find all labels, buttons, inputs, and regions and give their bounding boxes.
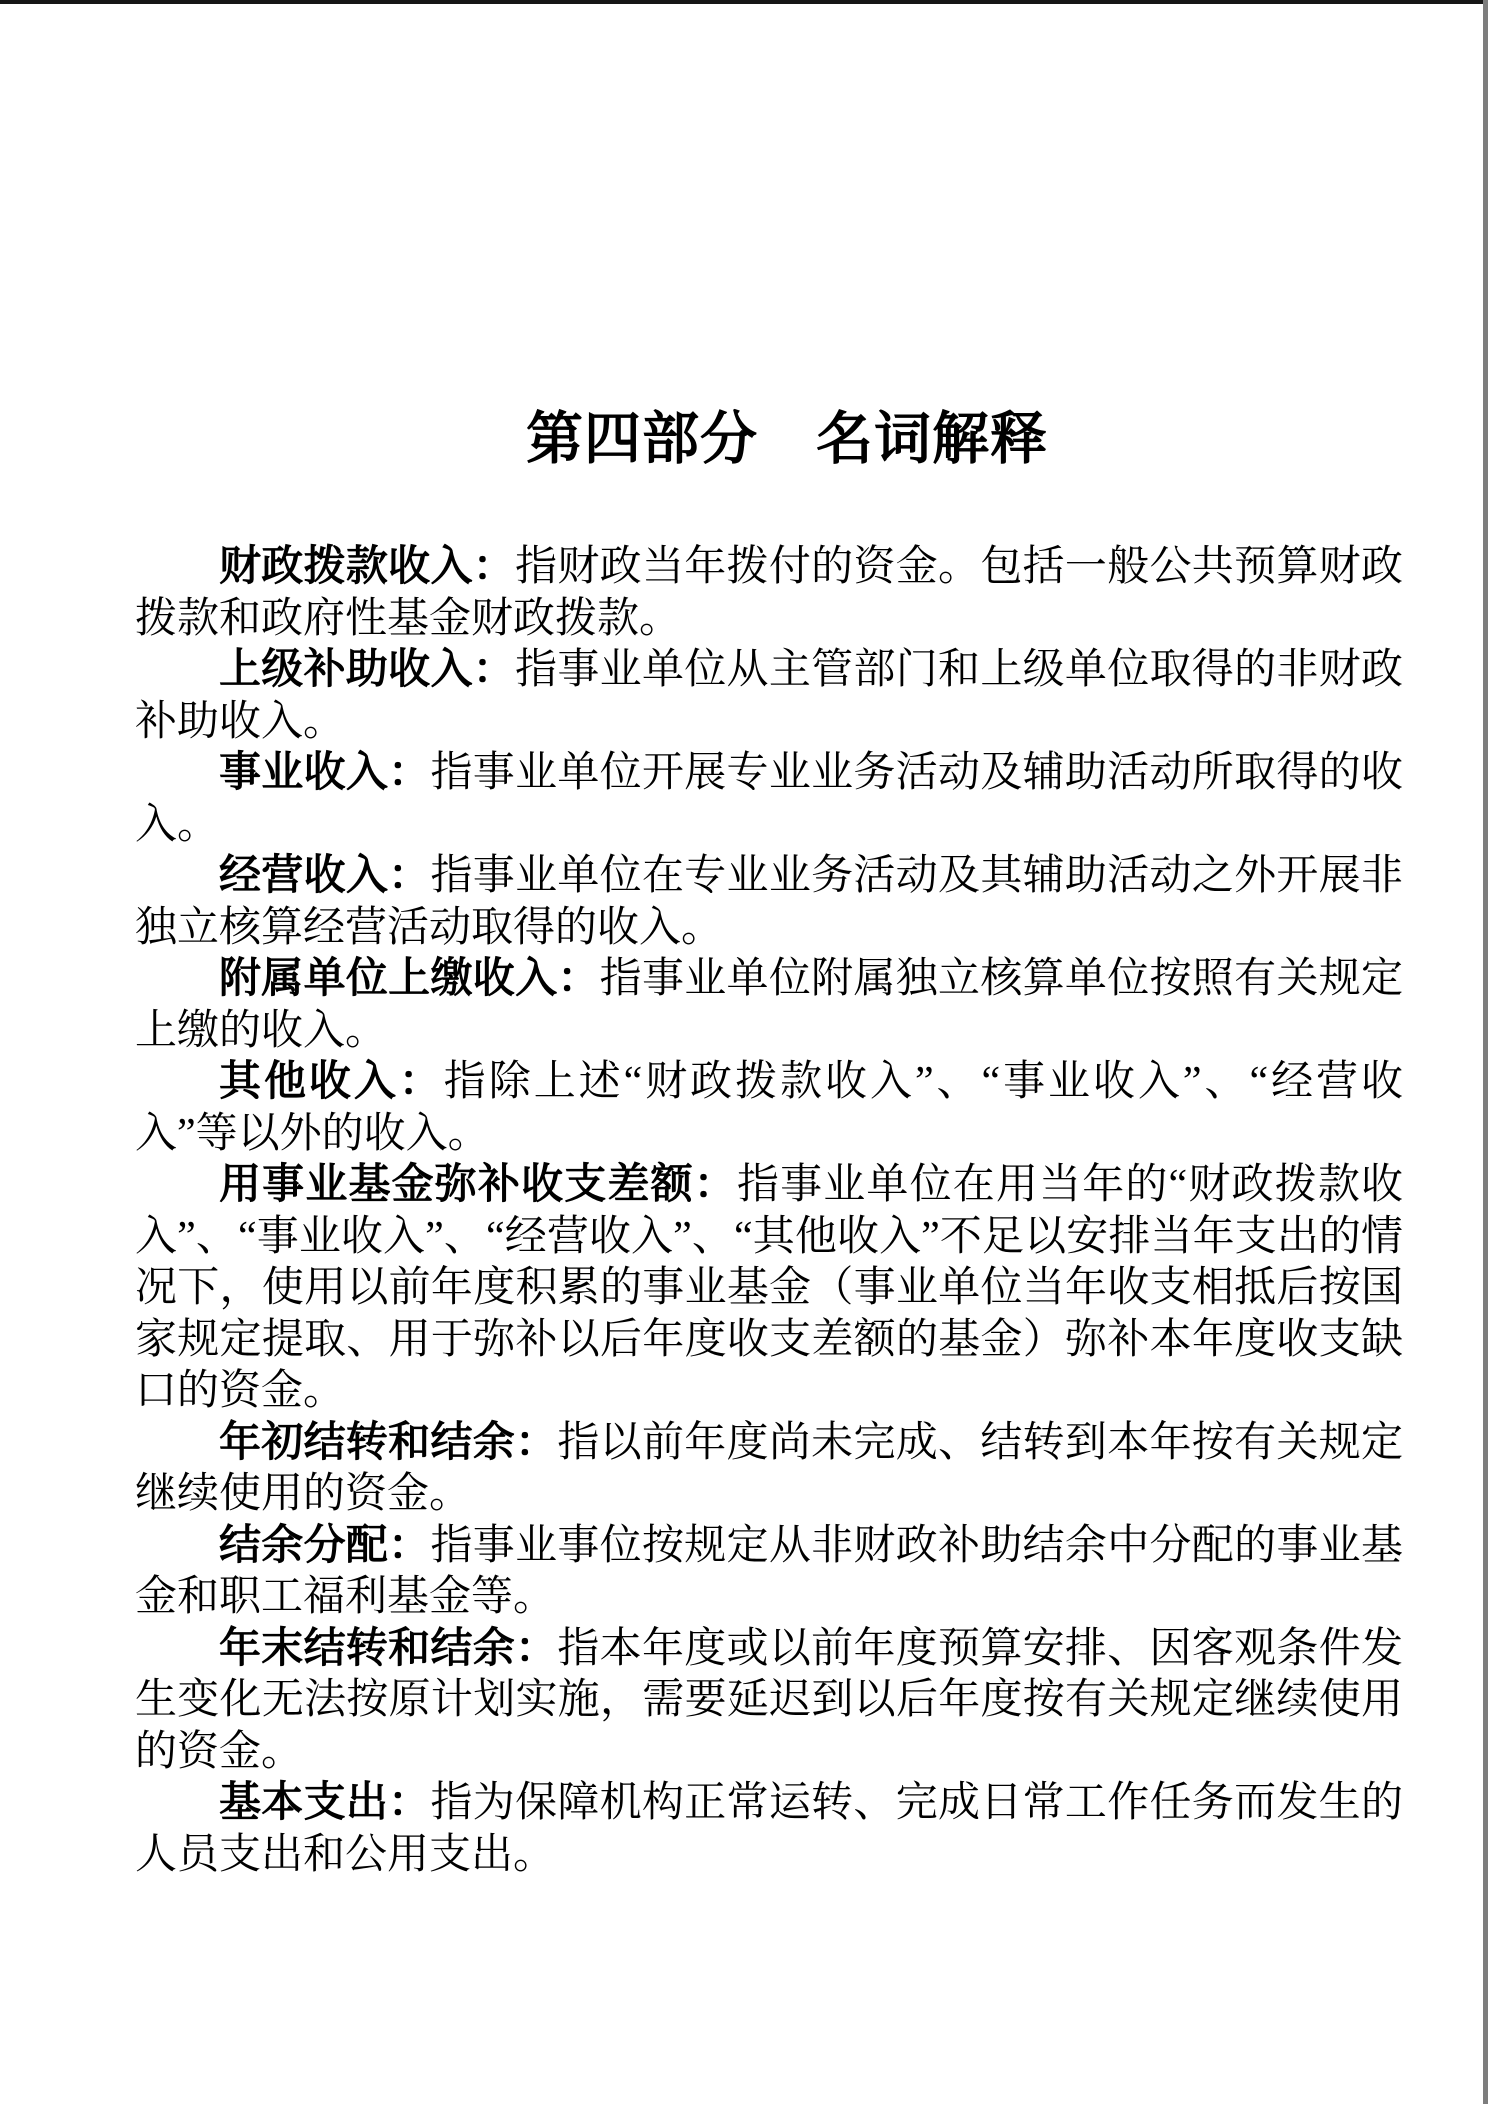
- definition-text: 指本年度或以前年度预算安排、因客观条件发生变化无法按原计划实施，需要延迟到以后年度按有关规定继续使用的资金。: [135, 1625, 1403, 1775]
- definition-paragraph: [135, 1521, 1403, 1624]
- page-right-border: [1483, 0, 1488, 2104]
- definition-paragraph: [135, 954, 1403, 1057]
- definition-paragraph: [135, 542, 1403, 645]
- definition-text: 指事业单位从主管部门和上级单位取得的非财政补助收入。: [135, 647, 1403, 745]
- definition-paragraph: [135, 851, 1403, 954]
- definition-paragraph: [135, 645, 1403, 748]
- definition-term: 事业收入：: [219, 750, 431, 796]
- definition-text: 指事业单位开展专业业务活动及辅助活动所取得的收入。: [135, 750, 1403, 848]
- definition-paragraph: [135, 748, 1403, 851]
- definition-term: 上级补助收入：: [219, 647, 516, 693]
- definition-text: 指事业单位在专业业务活动及其辅助活动之外开展非独立核算经营活动取得的收入。: [135, 853, 1403, 951]
- definition-term: 用事业基金弥补收支差额：: [219, 1162, 737, 1208]
- definition-text: 指事业单位附属独立核算单位按照有关规定上缴的收入。: [135, 956, 1403, 1054]
- definition-term: 年初结转和结余：: [219, 1419, 558, 1466]
- definition-paragraph: [135, 1418, 1403, 1521]
- definition-text: 指以前年度尚未完成、结转到本年按有关规定继续使用的资金。: [135, 1419, 1403, 1517]
- definitions-list: [135, 542, 1403, 1881]
- definition-text: 指除上述“财政拨款收入”、“事业收入”、“经营收入”等以外的收入。: [135, 1059, 1403, 1157]
- definition-paragraph: [135, 1057, 1403, 1160]
- definition-term: 结余分配：: [219, 1522, 431, 1569]
- definition-text: 指事业单位在用当年的“财政拨款收入”、“事业收入”、“经营收入”、“其他收入”不足以安排当年支出的情况下，使用以前年度积累的事业基金（事业单位当年收支相抵后按国家规定提取、用于弥补以后年度收支差额的基金）弥补本年度收支缺口的资金。: [135, 1162, 1403, 1414]
- definition-term: 其他收入：: [219, 1059, 444, 1105]
- definition-paragraph: [135, 1778, 1403, 1881]
- definition-term: 基本支出：: [219, 1780, 431, 1826]
- definition-text: 指为保障机构正常运转、完成日常工作任务而发生的人员支出和公用支出。: [135, 1780, 1403, 1878]
- definition-text: 指财政当年拨付的资金。包括一般公共预算财政拨款和政府性基金财政拨款。: [135, 544, 1403, 642]
- definition-term: 经营收入：: [219, 853, 431, 899]
- definition-term: 财政拨款收入：: [219, 544, 516, 590]
- definition-paragraph: [135, 1160, 1403, 1418]
- definition-term: 年末结转和结余：: [219, 1625, 558, 1672]
- page-top-border: [0, 0, 1488, 4]
- definition-text: 指事业事位按规定从非财政补助结余中分配的事业基金和职工福利基金等。: [135, 1522, 1403, 1620]
- definition-term: 附属单位上缴收入：: [219, 956, 600, 1002]
- page-title: 第四部分 名词解释: [526, 408, 1048, 471]
- definition-paragraph: [135, 1624, 1403, 1779]
